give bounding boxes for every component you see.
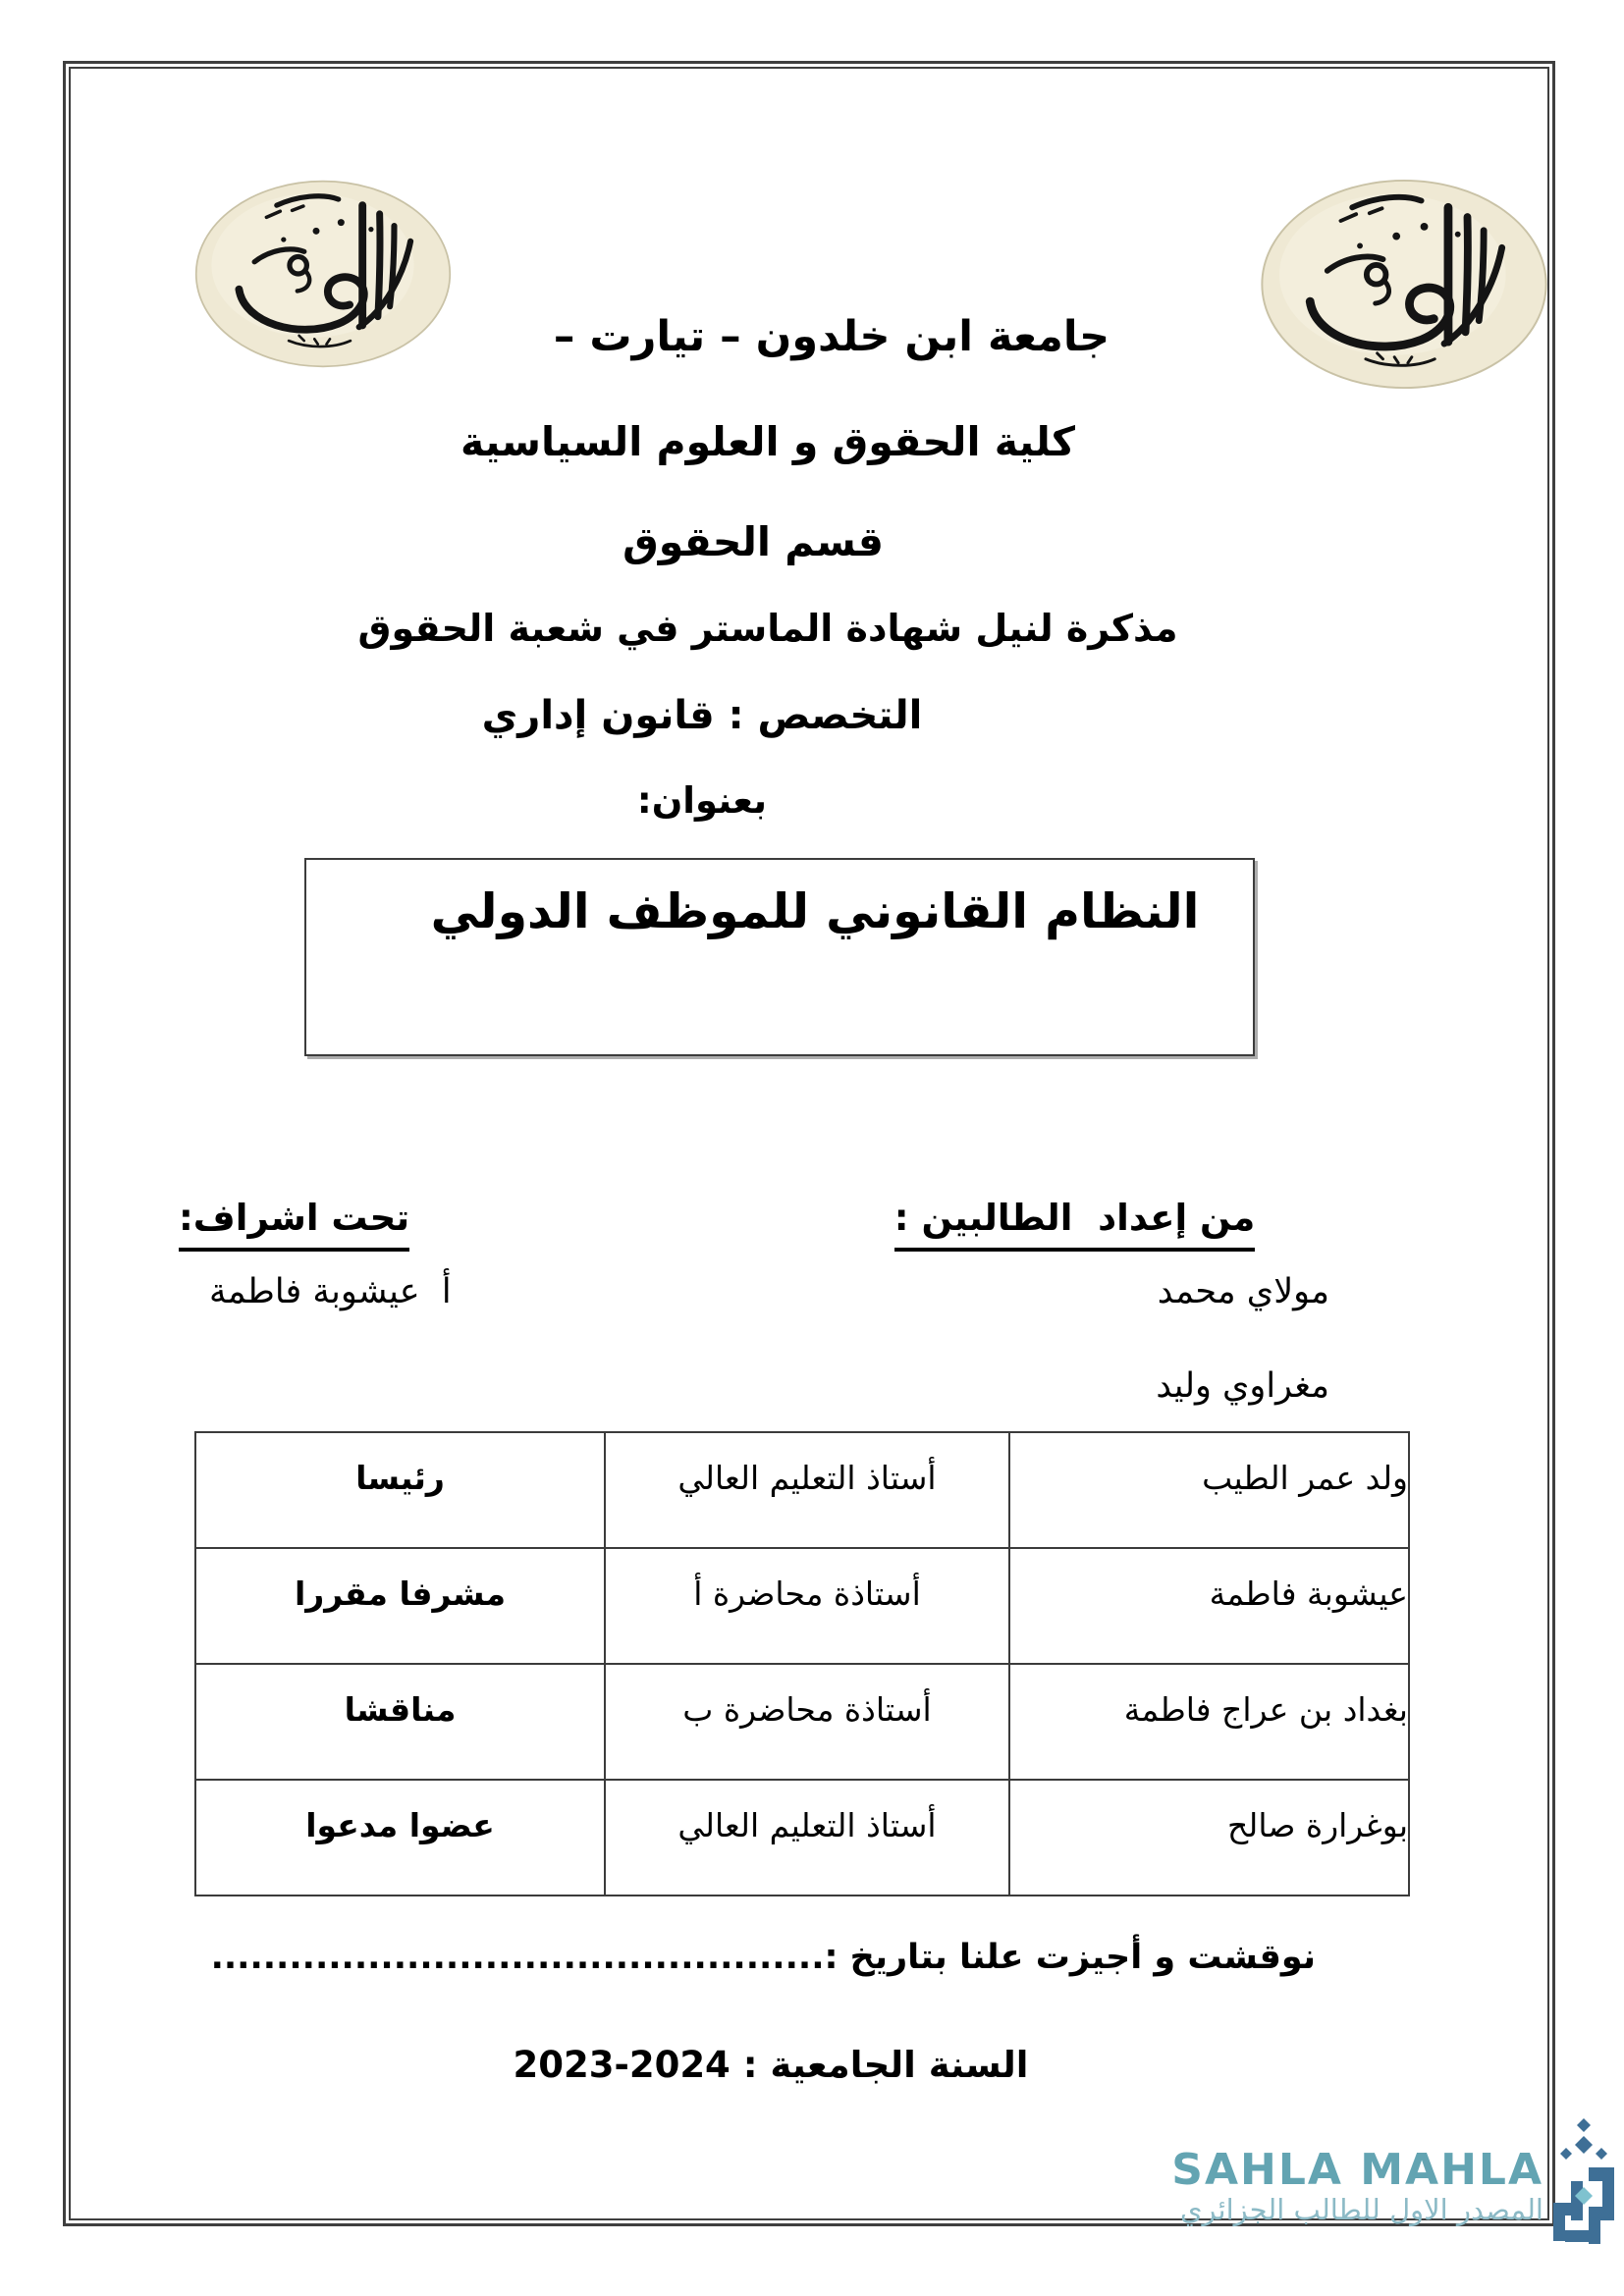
brand-tagline: المصدر الاول للطالب الجزائري	[1179, 2193, 1543, 2227]
supervision-heading-text: تحت اشراف:	[179, 1197, 409, 1252]
supervisor-name: أ عيشوبة فاطمة	[209, 1272, 452, 1311]
memo-type-line: مذكرة لنيل شهادة الماستر في شعبة الحقوق	[357, 607, 1178, 650]
department-line: قسم الحقوق	[623, 518, 884, 565]
thesis-title: النظام القانوني للموظف الدولي	[430, 883, 1200, 939]
jury-member-role: رئيسا	[195, 1432, 605, 1548]
page-border-frame-inner	[69, 67, 1549, 2220]
prepared-by-heading	[894, 1154, 1280, 1252]
university-name-line: جامعة ابن خلدون – تيارت –	[553, 312, 1110, 361]
specialty-line: التخصص : قانون إداري	[481, 693, 923, 738]
watermark-brand	[1171, 2145, 1543, 2227]
jury-member-degree: أستاذة محاضرة أ	[605, 1548, 1009, 1664]
jury-member-name: بغداد بن عراج فاطمة	[1009, 1664, 1409, 1780]
table-row	[195, 1432, 1409, 1548]
supervision-heading	[179, 1154, 435, 1252]
brand-logo	[1547, 2116, 1620, 2246]
table-row	[195, 1780, 1409, 1896]
brand-kufic-icon	[1547, 2116, 1620, 2246]
table-row	[195, 1548, 1409, 1664]
jury-member-degree: أستاذة محاضرة ب	[605, 1664, 1009, 1780]
jury-member-role: عضوا مدعوا	[195, 1780, 605, 1896]
jury-member-role: مشرفا مقررا	[195, 1548, 605, 1664]
discussion-date-line: نوقشت و أجيزت علنا بتاريخ :...............................................	[210, 1938, 1316, 1977]
jury-member-degree: أستاذ التعليم العالي	[605, 1780, 1009, 1896]
jury-member-role: مناقشا	[195, 1664, 605, 1780]
jury-member-name: عيشوبة فاطمة	[1009, 1548, 1409, 1664]
table-row	[195, 1664, 1409, 1780]
jury-member-degree: أستاذ التعليم العالي	[605, 1432, 1009, 1548]
jury-member-name: بوغرارة صالح	[1009, 1780, 1409, 1896]
jury-member-name: ولد عمر الطيب	[1009, 1432, 1409, 1548]
entitled-label: بعنوان:	[636, 779, 768, 822]
thesis-title-box	[304, 858, 1255, 1056]
faculty-line: كلية الحقوق و العلوم السياسية	[460, 418, 1075, 465]
jury-table	[194, 1431, 1410, 1896]
student-name-2: مغراوي وليد	[1156, 1366, 1329, 1406]
prepared-by-heading-text: من إعداد الطالبين :	[894, 1197, 1255, 1252]
brand-wordmark: SAHLA MAHLA	[1171, 2145, 1543, 2195]
student-name-1: مولاي محمد	[1157, 1272, 1329, 1311]
academic-year-line: السنة الجامعية : 2024-2023	[513, 2044, 1029, 2086]
